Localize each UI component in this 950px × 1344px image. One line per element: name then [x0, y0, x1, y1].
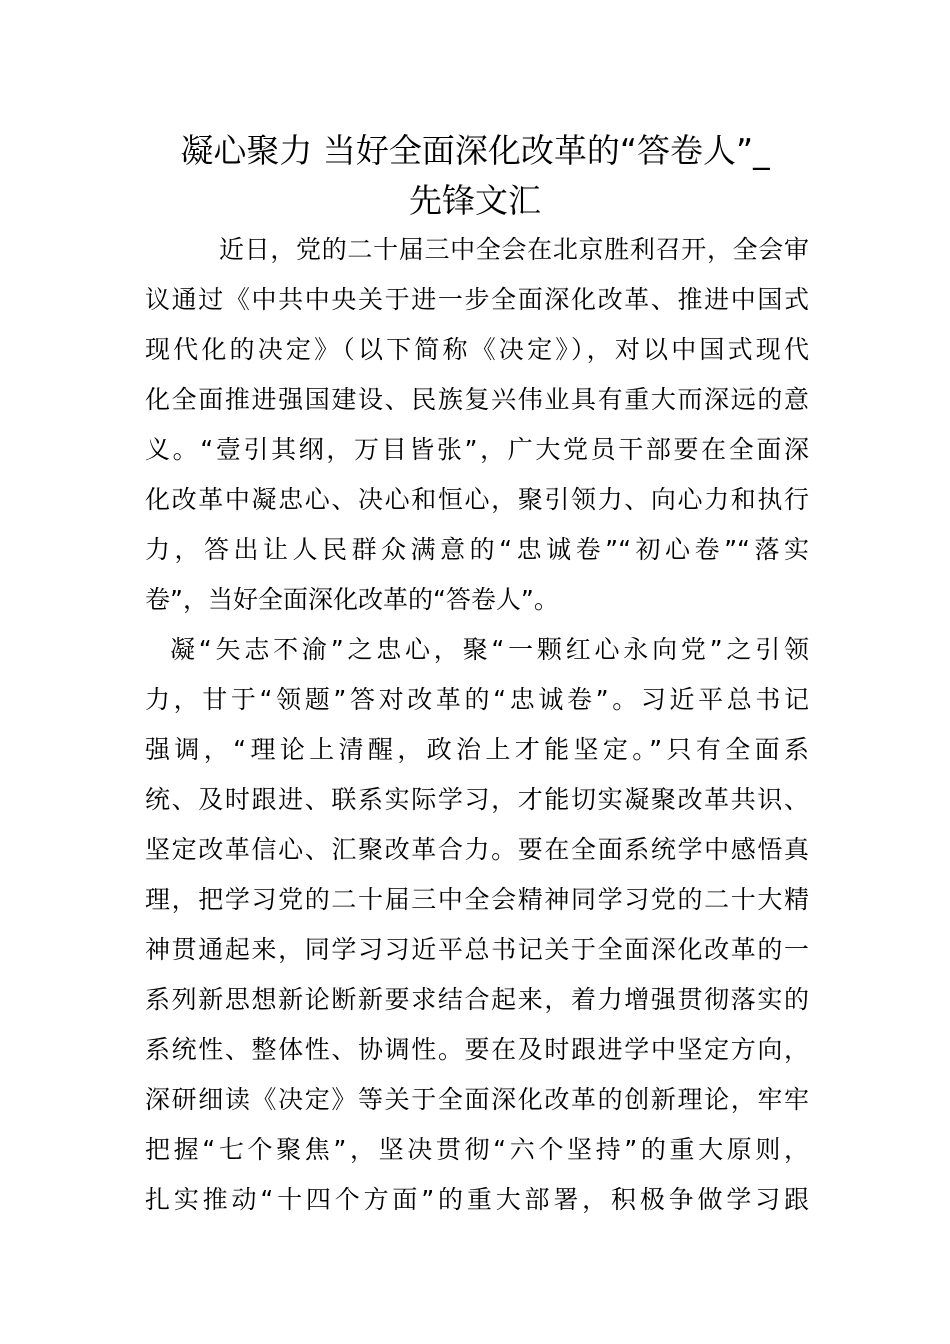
- paragraph-2-line-4: 统、及时跟进、联系实际学习，才能切实凝聚改革共识、: [145, 785, 809, 814]
- paragraph-2-line-5: 坚定改革信心、汇聚改革合力。要在全面系统学中感悟真: [145, 835, 809, 864]
- paragraph-2-line-9: 系统性、整体性、协调性。要在及时跟进学中坚定方向，: [145, 1035, 809, 1064]
- paragraph-2-line-6: 理，把学习党的二十届三中全会精神同学习党的二十大精: [145, 885, 809, 914]
- paragraph-1-line-6: 化改革中凝忠心、决心和恒心，聚引领力、向心力和执行: [145, 485, 809, 514]
- paragraph-1-line-5: 义。“壹引其纲，万目皆张”，广大党员干部要在全面深: [145, 435, 809, 464]
- paragraph-2-line-11: 把握“七个聚焦”，坚决贯彻“六个坚持”的重大原则，: [145, 1135, 809, 1164]
- document-title-line-1: 凝心聚力 当好全面深化改革的“答卷人”_: [180, 131, 770, 170]
- paragraph-1-line-1: 近日，党的二十届三中全会在北京胜利召开，全会审: [219, 235, 809, 264]
- paragraph-2-line-7: 神贯通起来，同学习习近平总书记关于全面深化改革的一: [145, 935, 809, 964]
- paragraph-2-line-8: 系列新思想新论断新要求结合起来，着力增强贯彻落实的: [145, 985, 809, 1014]
- paragraph-1-line-2: 议通过《中共中央关于进一步全面深化改革、推进中国式: [145, 285, 809, 314]
- paragraph-1-line-3: 现代化的决定》（以下简称《决定》），对以中国式现代: [145, 335, 809, 364]
- paragraph-2-line-1: 凝“矢志不渝”之忠心，聚“一颗红心永向党”之引领: [170, 635, 809, 664]
- paragraph-1-line-7: 力，答出让人民群众满意的“忠诚卷”“初心卷”“落实: [145, 535, 809, 564]
- document-title-line-2: 先锋文汇: [409, 181, 541, 220]
- paragraph-1-line-4: 化全面推进强国建设、民族复兴伟业具有重大而深远的意: [145, 385, 809, 414]
- paragraph-2-line-10: 深研细读《决定》等关于全面深化改革的创新理论，牢牢: [145, 1085, 809, 1114]
- paragraph-2-line-2: 力，甘于“领题”答对改革的“忠诚卷”。习近平总书记: [145, 685, 809, 714]
- paragraph-2-line-3: 强调，“理论上清醒，政治上才能坚定。”只有全面系: [145, 735, 809, 764]
- paragraph-1-line-8: 卷”，当好全面深化改革的“答卷人”。: [145, 585, 559, 614]
- paragraph-2-line-12: 扎实推动“十四个方面”的重大部署，积极争做学习跟: [145, 1185, 809, 1214]
